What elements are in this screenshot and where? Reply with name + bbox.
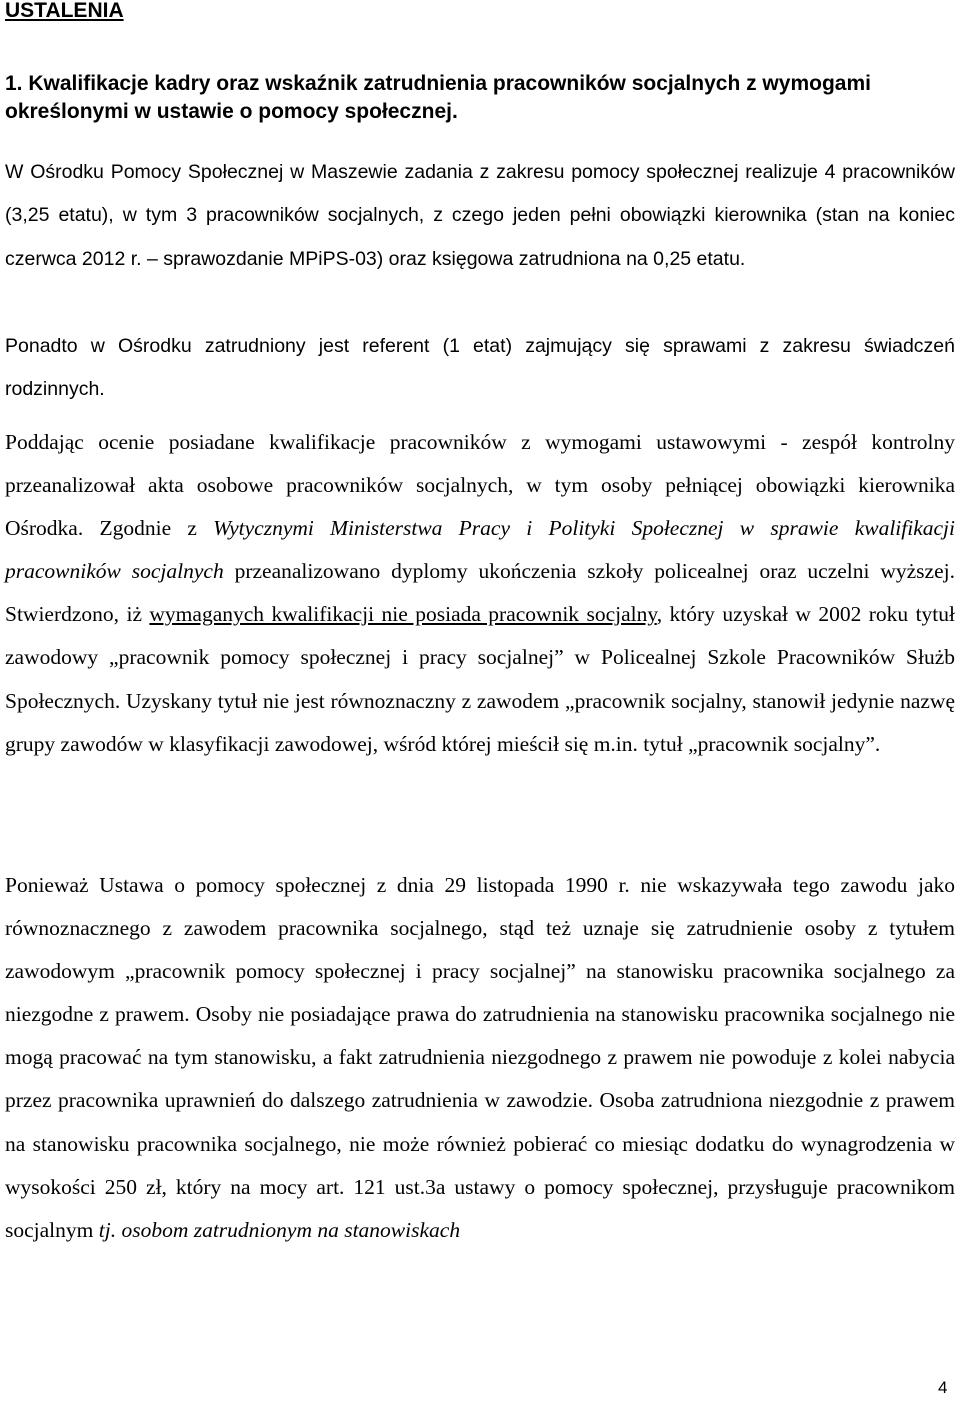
page-number: 4 xyxy=(938,1378,948,1397)
paragraph-qualifications-text-3: , który uzyskał w 2002 roku tytuł zawodowy „pracownik pomocy społecznej i pracy socjalnej” w Policealnej Szkole Pracowników Służb Społecznych. Uzyskany tytuł nie jest równoznaczny z zawodem „pracownik socjalny, stanowił jedynie nazwę grupy zawodów w klasyfikacji zawodowej, wśród której mieścił się m.in. tytuł „pracownik socjalny”. xyxy=(5,602,956,756)
section-title: 1. Kwalifikacje kadry oraz wskaźnik zatrudnienia pracowników socjalnych z wymogami określonymi w ustawie o pomocy społecznej. xyxy=(5,72,871,123)
paragraph-qualifications-text-1: Poddając ocenie posiadane kwalifikacje pracowników z wymogami ustawowymi - zespół kontrolny przeanalizował akta osobowe pracowników socjalnych, w tym osoby pełniącej obowiązki kierownika Ośrodka. Zgodnie z xyxy=(5,430,955,541)
finding-underlined: wymaganych kwalifikacji nie posiada pracownik socjalny xyxy=(149,602,657,627)
paragraph-legal-text: Ponieważ Ustawa o pomocy społecznej z dnia 29 listopada 1990 r. nie wskazywała tego zawodu jako równoznacznego z zawodem pracownika socjalnego, stąd też uznaje się zatrudnienie osoby z tytułem zawodowym „pracownik pomocy społecznej i pracy socjalnej” na stanowisku pracownika socjalnego za niezgodne z prawem. Osoby nie posiadające prawa do zatrudnienia na stanowisku pracownika socjalnego nie mogą pracować na tym stanowisku, a fakt zatrudnienia niezgodnego z prawem nie powoduje z kolei nabycia przez pracownika uprawnień do dalszego zatrudnienia w zawodzie. Osoba zatrudniona niezgodnie z prawem na stanowisku pracownika socjalnego, nie może również pobierać co miesiąc dodatku do wynagrodzenia w wysokości 250 zł, który na mocy art. 121 ust.3a ustawy o pomocy społecznej, przysługuje pracownikom socjalnym xyxy=(5,873,955,1242)
page-heading: USTALENIA xyxy=(5,0,124,22)
paragraph-qualifications-text-2: przeanalizowano dyplomy ukończenia szkoły policealnej oraz uczelni wyższej. Stwierdzono, iż xyxy=(5,559,955,627)
guidelines-title: Wytycznymi Ministerstwa Pracy i Polityki Społecznej w sprawie kwalifikacji pracowników socjalnych xyxy=(5,516,955,584)
paragraph-legal-consequences xyxy=(5,864,955,1252)
paragraph-staff-overview: W Ośrodku Pomocy Społecznej w Maszewie zadania z zakresu pomocy społecznej realizuje 4 pracowników (3,25 etatu), w tym 3 pracowników socjalnych, z czego jeden pełni obowiązki kierownika (stan na koniec czerwca 2012 r. – sprawozdanie MPiPS-03) oraz księgowa zatrudniona na 0,25 etatu. xyxy=(5,161,955,270)
paragraph-referent: Ponadto w Ośrodku zatrudniony jest referent (1 etat) zajmujący się sprawami z zakresu świadczeń rodzinnych. xyxy=(5,335,955,401)
paragraph-qualifications xyxy=(5,421,955,766)
paragraph-legal-italic: tj. osobom zatrudnionym na stanowiskach xyxy=(98,1217,461,1242)
